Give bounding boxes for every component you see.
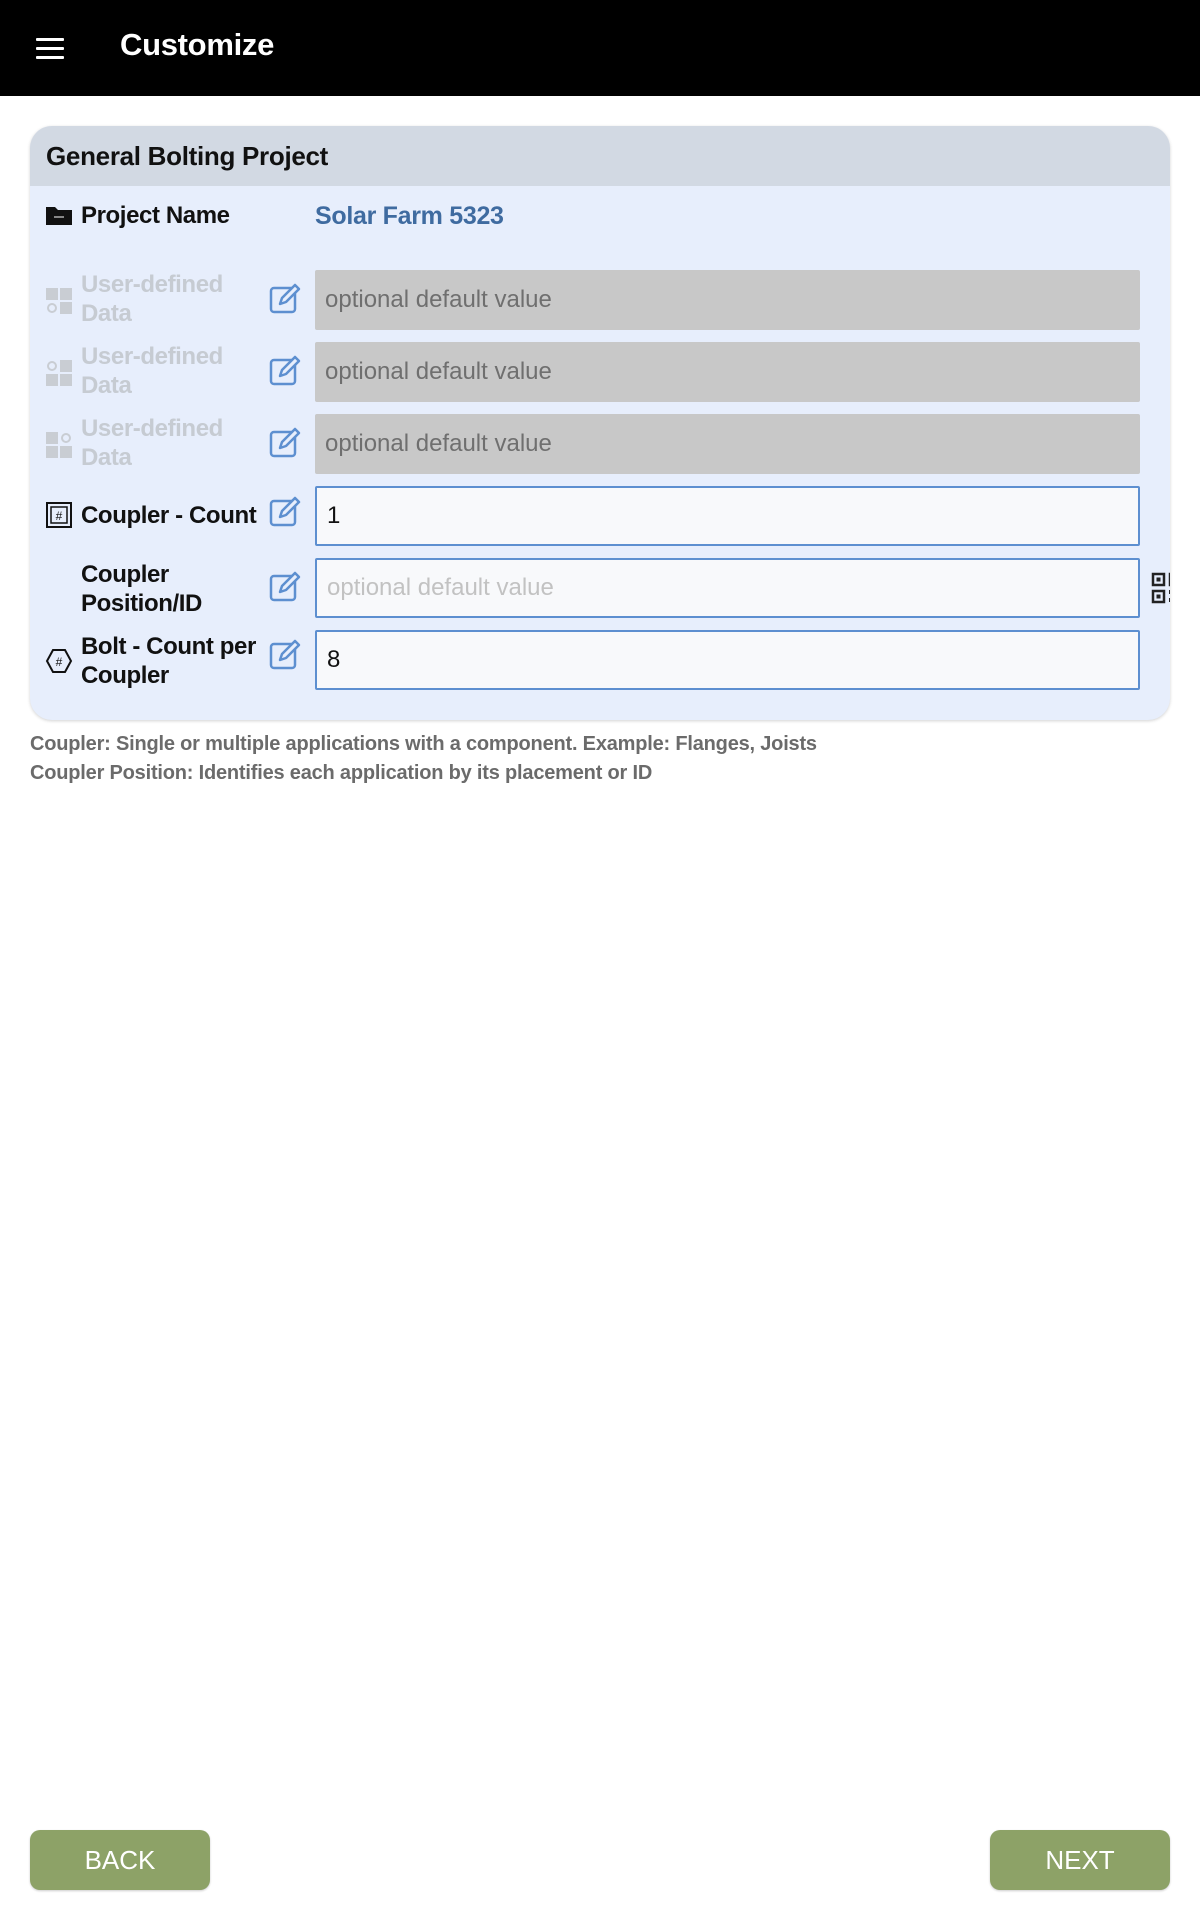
coupler-count-row [30,486,1170,548]
project-name-label: Project Name [81,202,230,229]
user-defined-field-3: optional default value [315,414,1140,474]
app-bar [0,0,1200,96]
next-button[interactable]: NEXT [990,1830,1170,1890]
user-defined-row-1 [30,270,1170,332]
grid-icon [44,358,74,388]
project-name-row [30,186,1170,246]
user-defined-label-3: User-defined Data [81,415,223,471]
edit-icon[interactable] [268,282,302,316]
svg-text:#: # [55,509,63,523]
coupler-position-field[interactable]: optional default value [315,558,1140,618]
coupler-note: Coupler: Single or multiple applications with a component. Example: Flanges, Joists [30,733,817,755]
coupler-position-row [30,558,1170,620]
coupler-position-label: Coupler Position/ID [81,561,202,617]
user-defined-field-2: optional default value [315,342,1140,402]
user-defined-label-1: User-defined Data [81,271,223,327]
edit-icon[interactable] [268,426,302,460]
user-defined-label-2: User-defined Data [81,343,223,399]
card-header [30,126,1170,186]
grid-icon [44,430,74,460]
hash-circle-icon [44,646,74,676]
project-name-value: Solar Farm 5323 [315,202,504,230]
bolt-count-row [30,630,1170,692]
edit-icon[interactable] [268,570,302,604]
project-card [30,126,1170,720]
bolt-count-label: Bolt - Count per Coupler [81,633,256,689]
edit-icon[interactable] [268,354,302,388]
qr-code-icon[interactable] [1151,572,1170,604]
bolt-count-field[interactable]: 8 [315,630,1140,690]
menu-icon[interactable] [36,30,72,66]
hash-box-icon [44,500,74,530]
page-title: Customize [120,27,275,62]
coupler-count-field[interactable]: 1 [315,486,1140,546]
user-defined-field-1: optional default value [315,270,1140,330]
edit-icon[interactable] [268,495,302,529]
svg-text:#: # [55,655,63,669]
grid-icon [44,286,74,316]
folder-icon [44,200,74,230]
edit-icon[interactable] [268,638,302,672]
user-defined-row-3 [30,414,1170,476]
back-button[interactable]: BACK [30,1830,210,1890]
card-title: General Bolting Project [46,140,329,171]
coupler-count-label: Coupler - Count [81,502,257,529]
coupler-position-note: Coupler Position: Identifies each application by its placement or ID [30,762,653,784]
user-defined-row-2 [30,342,1170,404]
